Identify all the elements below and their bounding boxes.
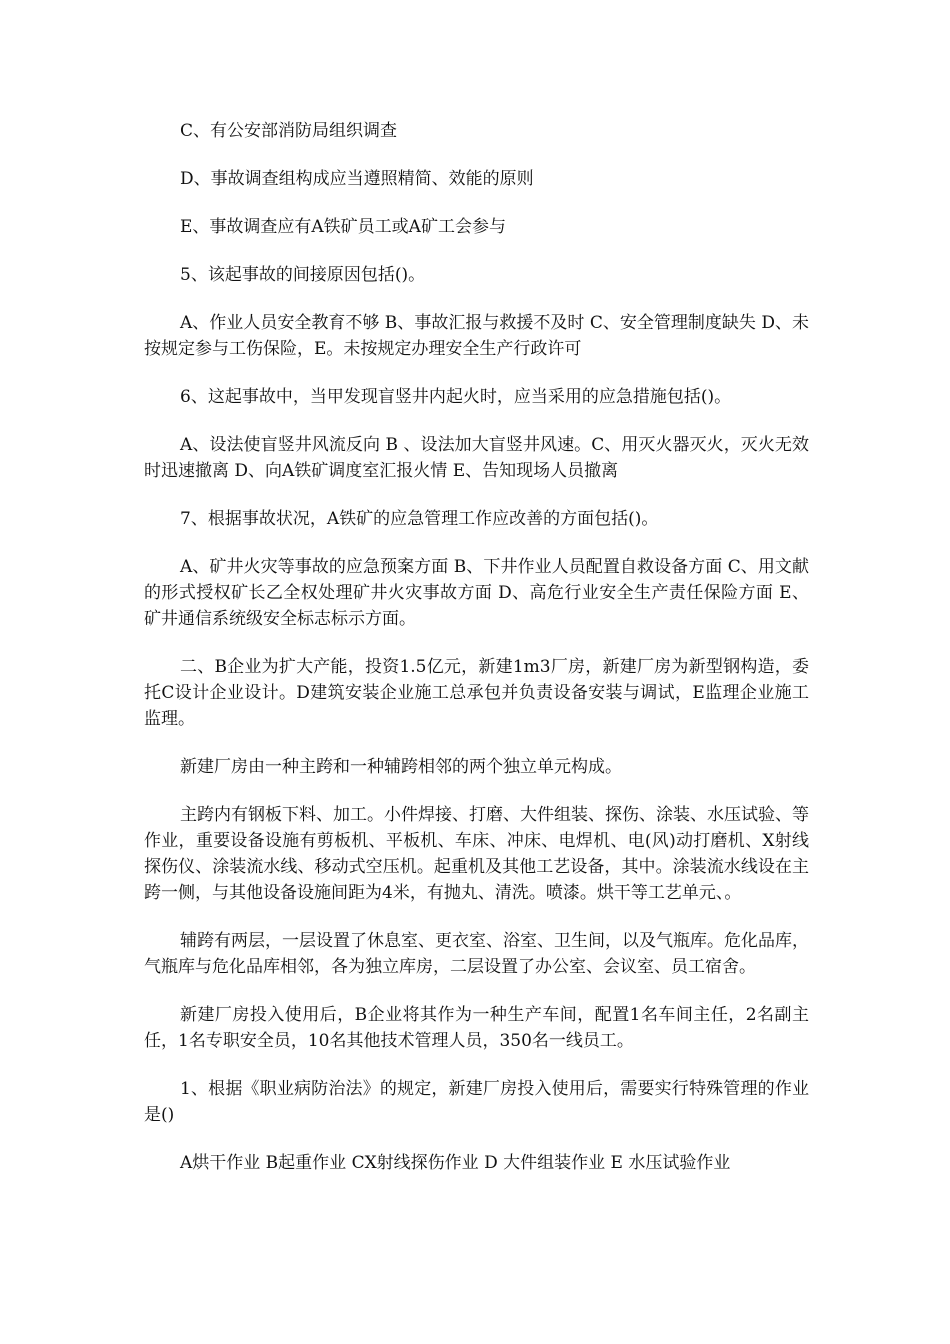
case-two-question-1: 1、根据《职业病防治法》的规定，新建厂房投入使用后，需要实行特殊管理的作业是() — [144, 1079, 809, 1125]
case-two-main-span: 主跨内有钢板下料、加工。小件焊接、打磨、大件组装、探伤、涂装、水压试验、等作业，重要设备设施有剪板机、平板机、车床、冲床、电焊机、电(风)动打磨机、X射线探伤仪、涂装流水线、移动式空压机。起重机及其他工艺设备，其中。涂装流水线设在主跨一侧，与其他设备设施间距为4米，有抛丸、清洗。喷漆。烘干等工艺单元、。 — [144, 805, 809, 903]
paragraph-option-d: D、事故调查组构成应当遵照精简、效能的原则 — [180, 169, 534, 189]
paragraph-option-c: C、有公安部消防局组织调查 — [180, 121, 398, 141]
case-two-intro: 二、B企业为扩大产能，投资1.5亿元，新建1m3厂房，新建厂房为新型钢构造，委托C设计企业设计。D建筑安装企业施工总承包并负责设备安装与调试，E监理企业施工监理。 — [144, 657, 809, 729]
case-two-staffing: 新建厂房投入使用后，B企业将其作为一种生产车间，配置1名车间主任，2名副主任，1名专职安全员，10名其他技术管理人员，350名一线员工。 — [144, 1005, 809, 1051]
case-two-layout: 新建厂房由一种主跨和一种辅跨相邻的两个独立单元构成。 — [180, 757, 622, 777]
question-7-options: A、矿井火灾等事故的应急预案方面 B、下井作业人员配置自救设备方面 C、用文献的形式授权矿长乙全权处理矿井火灾事故方面 D、高危行业安全生产责任保险方面 E、矿井通信系统级安全标志标示方面。 — [144, 557, 809, 629]
case-two-aux-span: 辅跨有两层，一层设置了休息室、更衣室、浴室、卫生间，以及气瓶库。危化品库，气瓶库与危化品库相邻，各为独立库房，二层设置了办公室、会议室、员工宿舍。 — [144, 931, 809, 977]
paragraph-option-e: E、事故调查应有A铁矿员工或A矿工会参与 — [180, 217, 506, 237]
question-7: 7、根据事故状况，A铁矿的应急管理工作应改善的方面包括()。 — [180, 509, 659, 529]
question-5: 5、该起事故的间接原因包括()。 — [180, 265, 426, 285]
question-6: 6、这起事故中，当甲发现盲竖井内起火时，应当采用的应急措施包括()。 — [180, 387, 732, 407]
question-5-options: A、作业人员安全教育不够 B、事故汇报与救援不及时 C、安全管理制度缺失 D、未按规定参与工伤保险，E。未按规定办理安全生产行政许可 — [144, 313, 809, 359]
question-6-options: A、设法使盲竖井风流反向 B 、设法加大盲竖井风速。C、用灭火器灭火，灭火无效时迅速撤离 D、向A铁矿调度室汇报火情 E、告知现场人员撤离 — [144, 435, 809, 481]
document-body — [144, 118, 809, 1198]
case-two-question-1-options: A烘干作业 B起重作业 CX射线探伤作业 D 大件组装作业 E 水压试验作业 — [180, 1153, 731, 1173]
